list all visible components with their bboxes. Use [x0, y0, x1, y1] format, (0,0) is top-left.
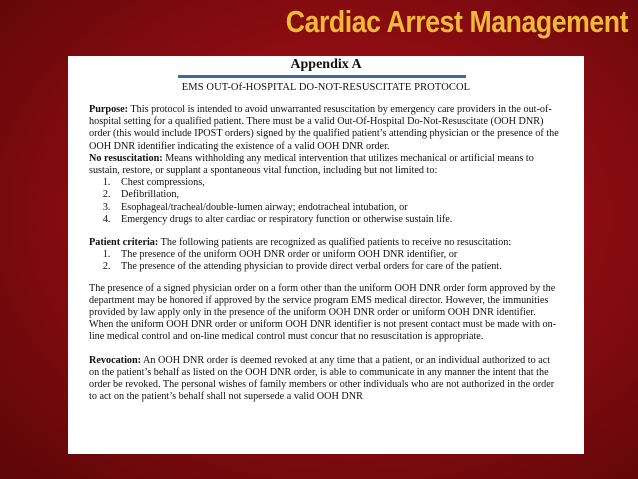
list-item: 1. Chest compressions, [113, 177, 560, 189]
protocol-title: EMS OUT-Of-HOSPITAL DO-NOT-RESUSCITATE PROTOCOL [181, 82, 471, 93]
patient-criteria-text: The following patients are recognized as qualified patients to receive no resuscitation: [158, 237, 512, 249]
patient-criteria-section [89, 237, 560, 274]
revocation-label: Revocation: [89, 354, 142, 366]
purpose-label: Purpose: [89, 104, 129, 115]
list-item: 4. Emergency drugs to alter cardiac or respiratory function or otherwise sustain life. [113, 214, 560, 226]
protocol-document [68, 56, 584, 454]
list-item: 2. Defibrillation, [113, 189, 560, 201]
purpose-text: This protocol is intended to avoid unwarranted resuscitation by emergency care providers in the out-of-hospital setting for a qualified patient. There must be a valid Out-Of-Hospital Do-Not-Resuscitate (OOH DNR) order (this would include IPOST orders) signed by the qualified patient’s attending physician or the presence of the OOH DNR identifier indicating the existence of a valid OOH DNR order. [89, 104, 559, 152]
appendix-heading: Appendix A [290, 57, 362, 72]
slide-title: Cardiac Arrest Management [285, 4, 628, 39]
list-item: 3. Esophageal/tracheal/double-lumen airway; endotracheal intubation, or [113, 202, 560, 214]
physician-order-paragraph: The presence of a signed physician order on a form other than the uniform OOH DNR order form approved by the department may be honored if approved by the service program EMS medical director. However, the immunities provided by law apply only in the presence of the uniform OOH DNR order or uniform OOH DNR identifier. When the uniform OOH DNR order or uniform OOH DNR identifier is not present contact must be made with on-line medical control and on-line medical control must concur that no resuscitation is appropriate. [89, 282, 557, 343]
purpose-section [89, 104, 560, 153]
list-item: 2. The presence of the attending physician to provide direct verbal orders for care of the patient. [113, 261, 560, 273]
no-resuscitation-label: No resuscitation: [89, 152, 163, 164]
patient-criteria-label: Patient criteria: [89, 237, 159, 249]
no-resuscitation-section [89, 153, 560, 226]
document-body [68, 104, 584, 403]
no-resuscitation-list [89, 177, 560, 226]
revocation-section [89, 355, 560, 404]
heading-divider [178, 75, 466, 78]
patient-criteria-list [89, 249, 560, 273]
revocation-text: An OOH DNR order is deemed revoked at any time that a patient, or an individual authorized to act on the patient’s behalf as listed on the OOH DNR order, is able to communicate in any manner the intent that the order be revoked. The personal wishes of family members or other individuals who are not authorized in the order to act on the patient’s behalf shall not supersede a valid OOH DNR [89, 354, 555, 403]
list-item: 1. The presence of the uniform OOH DNR order or uniform OOH DNR identifier, or [113, 249, 560, 261]
no-resuscitation-text: Means withholding any medical intervention that utilizes mechanical or artificial means to sustain, restore, or supplant a spontaneous vital function, including but not limited to: [89, 152, 534, 177]
